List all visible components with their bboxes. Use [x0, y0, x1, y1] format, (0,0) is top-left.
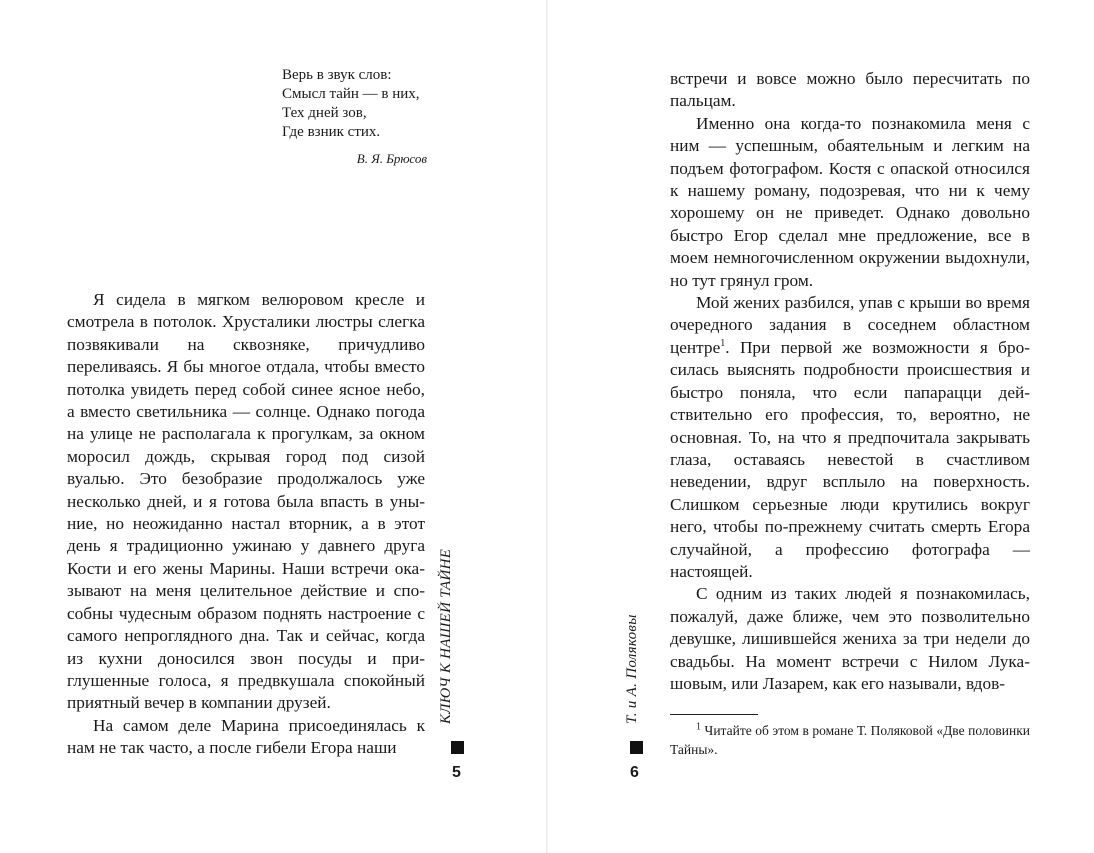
epigraph-line: Где взник стих. [282, 124, 381, 140]
epigraph-author: В. Я. Брюсов [356, 151, 427, 166]
running-head-authors: Т. и А. Поляковы [624, 614, 640, 724]
right-page [547, 0, 1094, 853]
paragraph: встречи и вовсе можно было пересчитать по пальцам. [670, 69, 1030, 111]
paragraph: С одним из таких людей я познакомилась, пожалуй, даже ближе, чем это позволительно девушке, лишившейся жениха за три недели до свадьбы. На момент встречи с Нилом Лукашовым, или Лазарем, как его называли, вдов- [670, 584, 1030, 693]
paragraph-part: . При первой же возможности я бросилась выяснять подробности происшествия и быстро поняла, что если папарацци действительно его профессия, то, вероятно, не основная. То, на что я предпочитала закрывать глаза, оставаясь невестой в счастливом неведении, вдруг всплыло на поверхность. Слишком серьезные люди крутились вокруг него, чтобы по-прежнему считать смерть Егора случайной, а профессию фотографа — настоящей. [670, 337, 1030, 581]
paragraph: На самом деле Марина присоединялась к нам не так часто, а после гибели Егора наши [67, 715, 425, 758]
footnote-text: Читайте об этом в романе Т. Поляковой «Две половинки Тайны». [670, 723, 1031, 757]
running-head-book-title: КЛЮЧ К НАШЕЙ ТАЙНЕ [438, 548, 454, 724]
page-marker-square [451, 741, 464, 754]
left-page-text [67, 289, 425, 760]
footnote-reference[interactable]: 1 [720, 338, 726, 350]
footnote-rule [670, 714, 758, 715]
epigraph-line: Смысл тайн — в них, [282, 86, 420, 102]
epigraph [282, 66, 427, 168]
epigraph-line: Тех дней зов, [282, 105, 367, 121]
page-number: 6 [630, 764, 639, 781]
footnote-mark: 1 [696, 721, 701, 733]
paragraph: Я сидела в мягком велюровом кресле и смотрела в потолок. Хрусталики люстры слегка позвякивали на сквозняке, причудливо переливаясь. Я бы многое отдала, чтобы вместо потолка увидеть перед собой синее ясное небо, а вместо светильника — солнце. Однако погода на улице не располагала к прогулкам, за окном моросил дождь, скрывая город под сизой вуалью. Это безобразие продолжалось уже несколько дней, и я готова была впасть в уныние, но неожиданно настал вторник, а в этот день я традиционно ужинаю у давнего друга Кости и его жены Марины. Наши встречи оказывают на меня целительное действие и способны чудесным образом поднять настроение с самого непроглядного дна. Так и сейчас, когда из кухни доносился звон посуды и приглушенные голоса, я предвкушала спокойный приятный вечер в компании друзей. [67, 290, 425, 713]
right-page-text [670, 68, 1030, 695]
paragraph: Именно она когда-то познакомила меня с ним — успешным, обаятельным и легким на подъем фотографом. Костя с опаской относился к нашему роману, подозревая, что ни к чему хорошему он не приведет. Однако довольно быстро Егор сделал мне предложение, все в моем немногочисленном окружении выдохнули, но тут грянул гром. [670, 113, 1030, 290]
epigraph-line: Верь в звук слов: [282, 67, 392, 83]
paragraph-part: Мой жених разбился, упав с крыши во время очередного задания в соседнем областном центре [670, 293, 1030, 357]
paragraph [670, 292, 1030, 583]
footnote [670, 721, 1030, 759]
page-number: 5 [452, 764, 461, 781]
page-marker-square [630, 741, 643, 754]
